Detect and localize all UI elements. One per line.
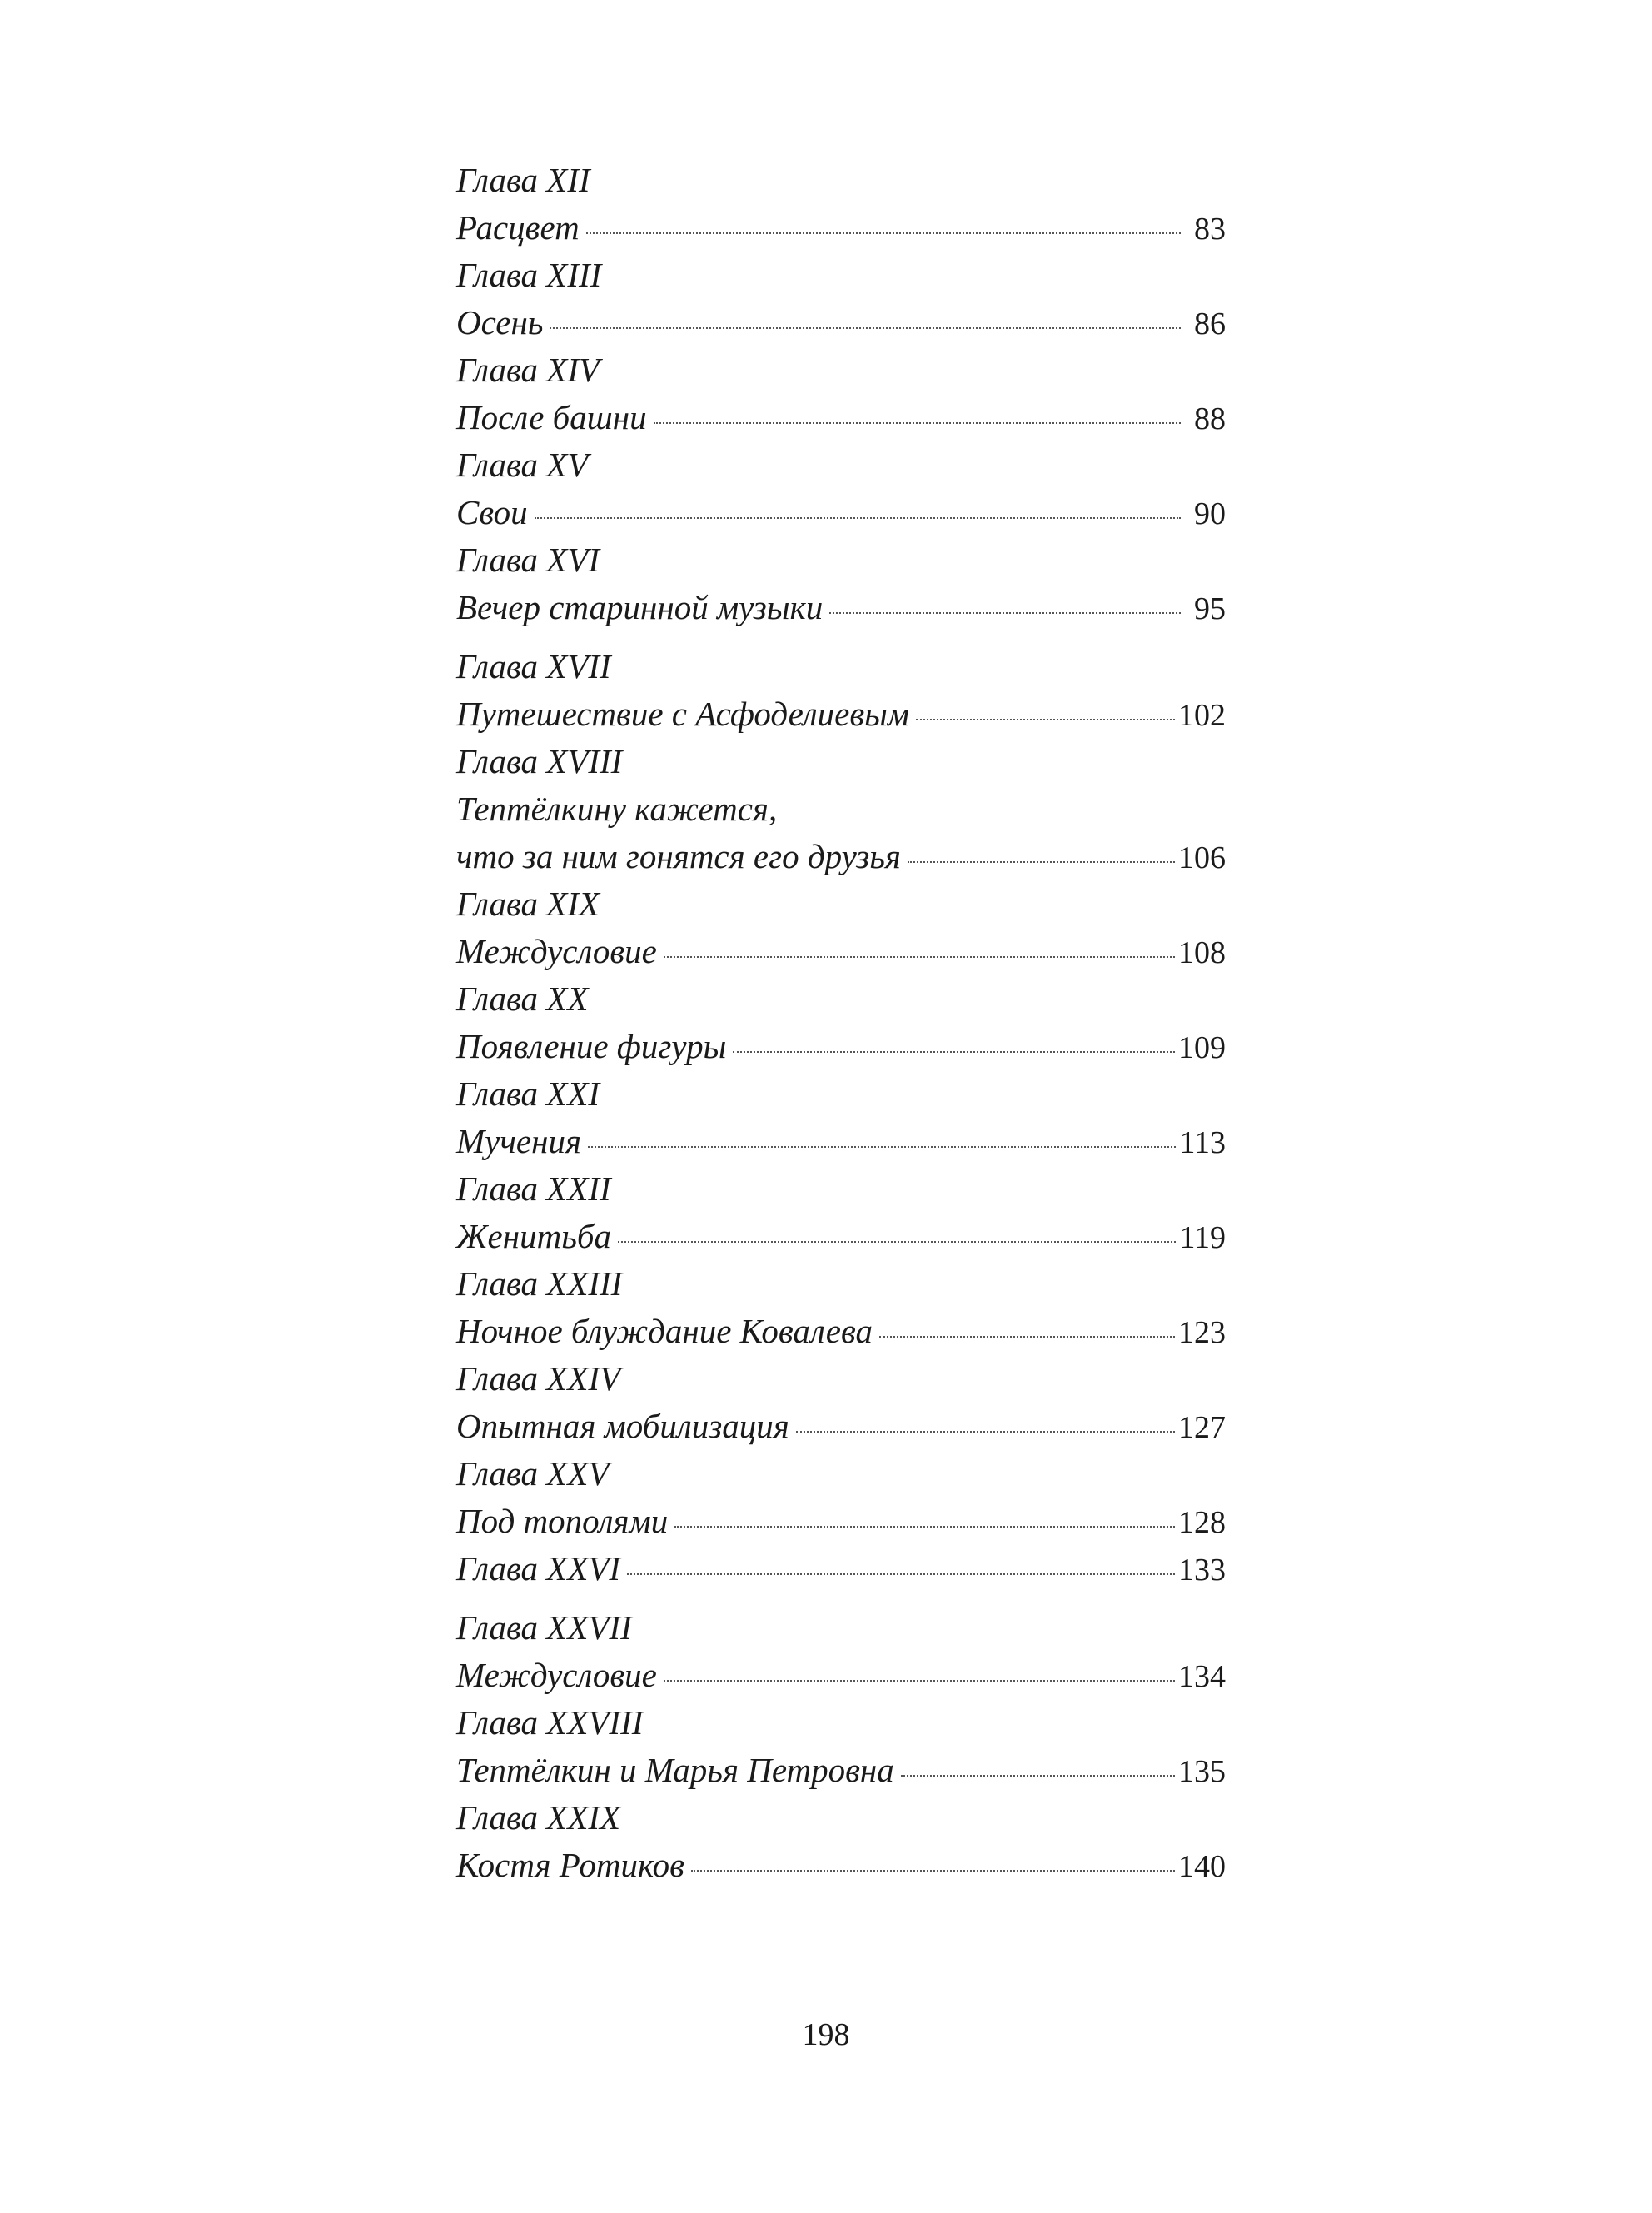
toc-title-row	[456, 690, 1226, 738]
chapter-title-line: Тептёлкину кажется,	[456, 790, 778, 828]
toc-page-number: 134	[1178, 1659, 1226, 1694]
chapter-title: Вечер старинной музыки	[456, 588, 824, 626]
toc-title-row	[456, 1747, 1226, 1794]
chapter-label: Глава XVI	[456, 541, 600, 579]
toc-page-number: 90	[1194, 496, 1226, 531]
chapter-label: Глава XII	[456, 161, 590, 199]
toc-entry	[456, 536, 1226, 631]
chapter-title: Ночное блуждание Ковалева	[456, 1312, 873, 1350]
toc-title-row	[456, 1118, 1226, 1165]
dot-leader	[674, 1526, 1175, 1528]
chapter-label: Глава XXVII	[456, 1608, 632, 1647]
toc-entry	[456, 1165, 1226, 1260]
toc-page-number: 128	[1178, 1505, 1226, 1540]
chapter-title: Мучения	[456, 1122, 582, 1160]
toc-page-number: 133	[1178, 1553, 1226, 1587]
chapter-label: Глава XVIII	[456, 742, 623, 780]
chapter-title: Путешествие с Асфоделиевым	[456, 695, 910, 733]
dot-leader	[664, 1680, 1175, 1682]
dot-leader	[916, 719, 1175, 720]
toc-entry	[456, 1794, 1226, 1889]
chapter-label: Глава XIX	[456, 885, 600, 923]
chapter-title: После башни	[456, 398, 647, 436]
chapter-title: что за ним гонятся его друзья	[456, 837, 901, 875]
dot-leader	[618, 1241, 1176, 1243]
chapter-title: Женитьба	[456, 1217, 611, 1255]
chapter-title: Костя Ротиков	[456, 1846, 684, 1884]
toc-title-row	[456, 833, 1226, 880]
chapter-title: Междусловие	[456, 1656, 657, 1694]
toc-entry	[456, 1699, 1226, 1794]
dot-leader	[535, 517, 1181, 519]
toc-title-row	[456, 1498, 1226, 1545]
chapter-label: Глава XV	[456, 446, 589, 484]
toc-entry	[456, 1545, 1226, 1592]
chapter-title: Под тополями	[456, 1502, 669, 1540]
dot-leader	[588, 1146, 1176, 1148]
toc-title-row	[456, 584, 1226, 631]
chapter-title: Тептёлкин и Марья Петровна	[456, 1751, 894, 1789]
toc-title-row	[456, 299, 1226, 346]
dot-leader	[691, 1870, 1175, 1872]
toc-page-number: 123	[1178, 1315, 1226, 1350]
chapter-title: Междусловие	[456, 932, 657, 970]
chapter-label: Глава XXII	[456, 1169, 611, 1208]
dot-leader	[908, 861, 1175, 863]
toc-title-row	[456, 489, 1226, 536]
toc-entry	[456, 1070, 1226, 1165]
dot-leader	[586, 232, 1181, 234]
dot-leader	[796, 1431, 1175, 1433]
chapter-label: Глава XIV	[456, 351, 600, 389]
chapter-label: Глава XXI	[456, 1074, 600, 1113]
page-number: 198	[802, 2017, 850, 2052]
toc-title-row	[456, 1403, 1226, 1450]
chapter-title: Осень	[456, 303, 544, 341]
toc-page-number: 135	[1178, 1754, 1226, 1789]
chapter-label: Глава XXV	[456, 1454, 610, 1493]
table-of-contents	[456, 157, 1226, 1889]
toc-entry	[456, 1604, 1226, 1699]
dot-leader	[627, 1573, 1175, 1575]
toc-page-number: 113	[1179, 1125, 1226, 1160]
chapter-label: Глава XXIV	[456, 1359, 621, 1398]
toc-page-number: 83	[1194, 212, 1226, 247]
toc-entry	[456, 346, 1226, 441]
toc-entry	[456, 157, 1226, 252]
chapter-label: Глава XXIX	[456, 1798, 621, 1837]
chapter-label: Глава XX	[456, 979, 589, 1018]
dot-leader	[879, 1336, 1175, 1338]
dot-leader	[654, 422, 1181, 424]
toc-title-row	[456, 1213, 1226, 1260]
toc-page-number: 108	[1178, 935, 1226, 970]
toc-entry	[456, 1450, 1226, 1545]
toc-entry	[456, 643, 1226, 738]
toc-page-number: 86	[1194, 307, 1226, 341]
toc-title-row	[456, 1308, 1226, 1355]
dot-leader	[901, 1775, 1175, 1777]
dot-leader	[550, 327, 1181, 329]
toc-title-row	[456, 928, 1226, 975]
toc-entry	[456, 975, 1226, 1070]
toc-page-number: 102	[1178, 698, 1226, 733]
chapter-title: Расцвет	[456, 208, 580, 247]
chapter-title: Опытная мобилизация	[456, 1407, 789, 1445]
chapter-label: Глава XIII	[456, 256, 602, 294]
chapter-title: Свои	[456, 493, 528, 531]
dot-leader	[664, 956, 1175, 958]
chapter-label: Глава XXIII	[456, 1264, 623, 1303]
toc-page-number: 106	[1178, 840, 1226, 875]
chapter-label: Глава XXVIII	[456, 1703, 644, 1742]
dot-leader	[829, 612, 1181, 614]
toc-title-row	[456, 1842, 1226, 1889]
toc-entry	[456, 738, 1226, 880]
toc-title-row	[456, 204, 1226, 252]
chapter-title: Появление фигуры	[456, 1027, 727, 1065]
toc-entry	[456, 1355, 1226, 1450]
toc-title-row	[456, 1023, 1226, 1070]
toc-page-number: 127	[1178, 1410, 1226, 1445]
toc-page-number: 140	[1178, 1849, 1226, 1884]
toc-page-number: 95	[1194, 591, 1226, 626]
toc-entry	[456, 1260, 1226, 1355]
toc-page-number: 119	[1179, 1220, 1226, 1255]
toc-entry	[456, 252, 1226, 346]
chapter-label: Глава XVII	[456, 647, 611, 685]
chapter-title: Глава XXVI	[456, 1549, 621, 1587]
dot-leader	[733, 1051, 1175, 1053]
toc-title-row	[456, 1652, 1226, 1699]
toc-entry	[456, 441, 1226, 536]
toc-page-number: 88	[1194, 401, 1226, 436]
toc-page-number: 109	[1178, 1030, 1226, 1065]
toc-entry	[456, 880, 1226, 975]
toc-title-row	[456, 1545, 1226, 1592]
toc-title-row	[456, 394, 1226, 441]
